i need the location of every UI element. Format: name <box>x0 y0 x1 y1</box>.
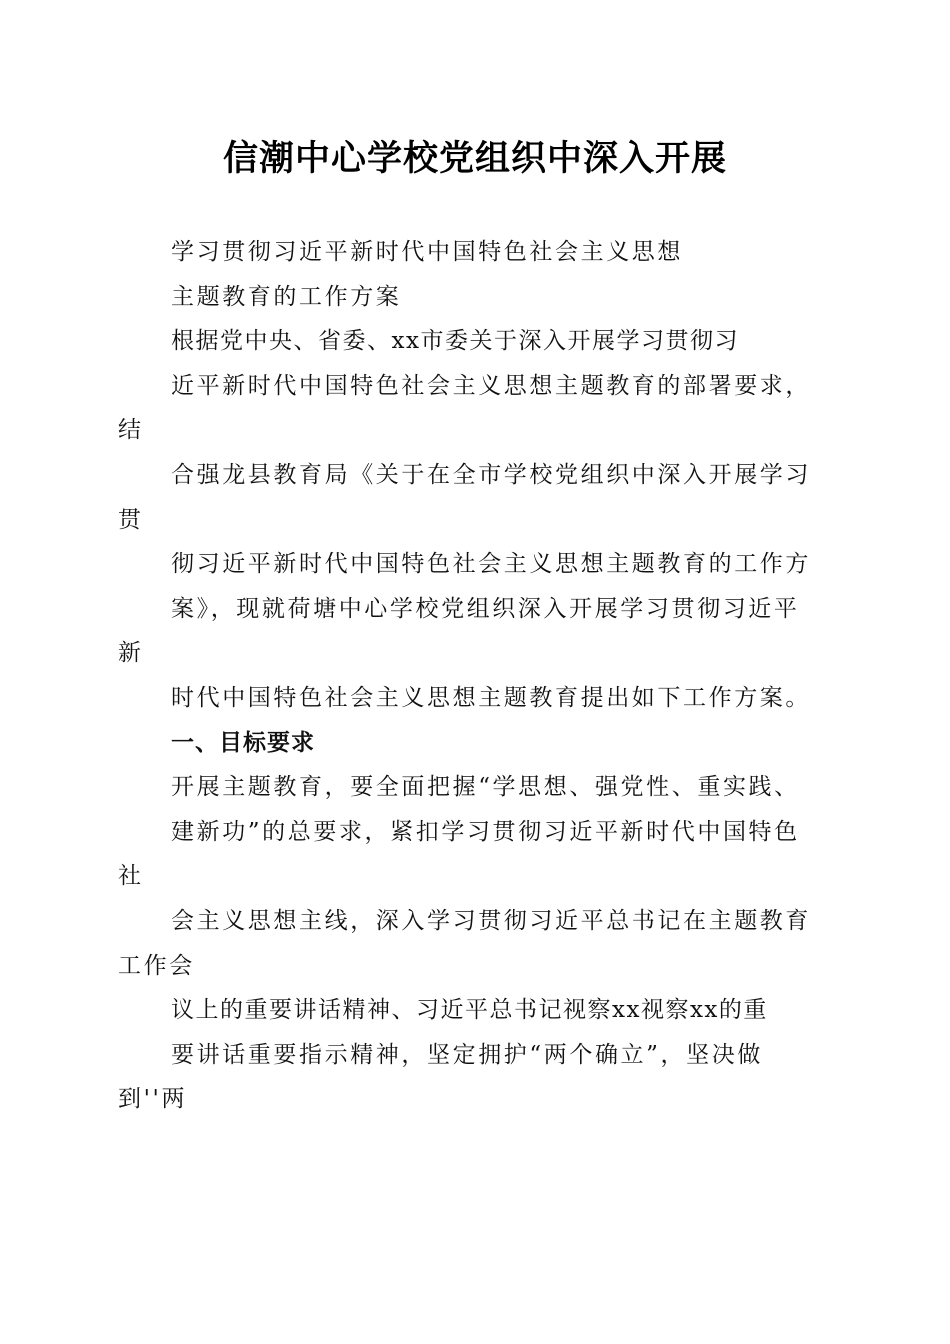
text-line: 开展主题教育，要全面把握“学思想、强党性、重实践、 <box>171 774 800 801</box>
text-line: 社 <box>118 863 144 890</box>
text-line: 议上的重要讲话精神、习近平总书记视察xx视察xx的重 <box>171 997 768 1024</box>
section-heading: 一、目标要求 <box>171 729 315 756</box>
text-line: 到''两 <box>118 1086 188 1113</box>
text-line: 建新功”的总要求，紧扣学习贯彻习近平新时代中国特色 <box>171 818 800 845</box>
document-title: 信潮中心学校党组织中深入开展 <box>222 138 727 179</box>
text-line: 彻习近平新时代中国特色社会主义思想主题教育的工作方 <box>171 551 811 578</box>
text-line: 主题教育的工作方案 <box>171 283 402 310</box>
text-line: 结 <box>118 417 144 444</box>
text-line: 学习贯彻习近平新时代中国特色社会主义思想 <box>171 239 683 265</box>
text-line: 工作会 <box>118 952 195 979</box>
text-line: 新 <box>118 640 144 667</box>
text-line: 时代中国特色社会主义思想主题教育提出如下工作方案。 <box>171 684 811 711</box>
text-line: 案》，现就荷塘中心学校党组织深入开展学习贯彻习近平 <box>171 595 800 622</box>
text-line: 贯 <box>118 506 144 533</box>
text-line: 根据党中央、省委、xx市委关于深入开展学习贯彻习 <box>171 328 739 355</box>
text-line: 近平新时代中国特色社会主义思想主题教育的部署要求， <box>171 372 811 399</box>
text-line: 会主义思想主线，深入学习贯彻习近平总书记在主题教育 <box>171 907 811 934</box>
text-line: 合强龙县教育局《关于在全市学校党组织中深入开展学习 <box>171 461 811 488</box>
document-body <box>118 230 833 1122</box>
text-line: 要讲话重要指示精神，坚定拥护“两个确立”，坚决做 <box>171 1041 763 1068</box>
